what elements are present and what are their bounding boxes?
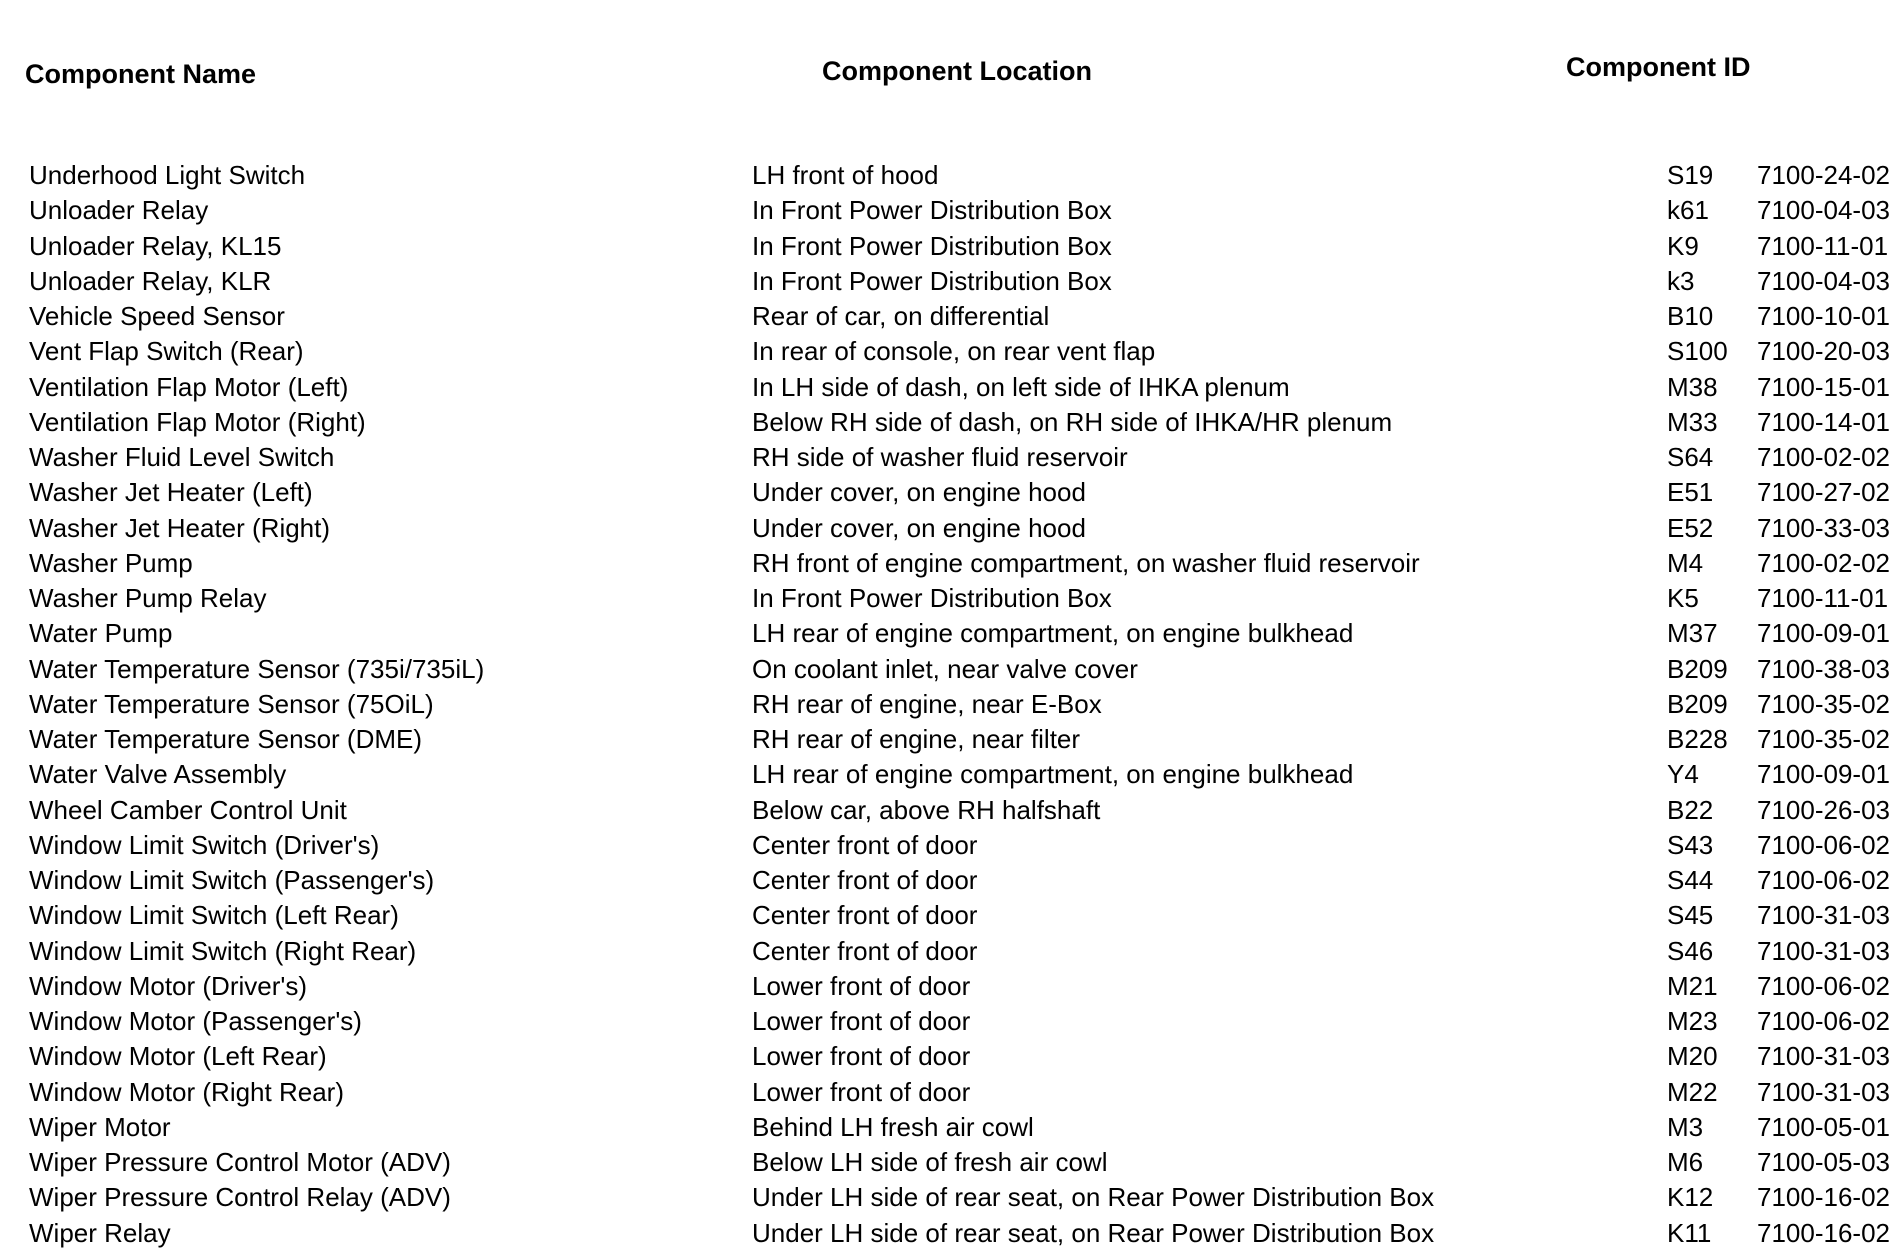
component-code-cell: M21	[1667, 970, 1718, 1001]
component-code-cell: M37	[1667, 618, 1718, 649]
component-ref-cell: 7100-33-03	[1757, 512, 1890, 543]
table-row	[0, 229, 1904, 264]
component-table-body	[0, 158, 1904, 1251]
component-name-cell: Unloader Relay, KL15	[29, 230, 282, 261]
table-row	[0, 264, 1904, 299]
table-row	[0, 546, 1904, 581]
component-location-cell: LH front of hood	[752, 160, 939, 190]
component-name-cell: Washer Fluid Level Switch	[29, 442, 335, 472]
component-name-cell: Ventilation Flap Motor (Left)	[29, 371, 349, 402]
component-ref-cell: 7100-31-03	[1757, 900, 1890, 931]
component-location-cell: In Front Power Distribution Box	[752, 583, 1112, 613]
component-location-cell: RH rear of engine, near filter	[752, 724, 1081, 754]
component-code-cell: M23	[1667, 1006, 1718, 1036]
component-location-cell: Center front of door	[752, 900, 978, 931]
component-code-cell: M20	[1667, 1041, 1718, 1072]
component-ref-cell: 7100-04-03	[1757, 195, 1890, 226]
component-code-cell: B10	[1667, 301, 1714, 331]
component-location-cell: In Front Power Distribution Box	[752, 230, 1112, 261]
component-name-cell: Wiper Motor	[29, 1111, 171, 1142]
component-name-cell: Window Limit Switch (Right Rear)	[29, 935, 417, 966]
component-code-cell: S44	[1667, 865, 1714, 895]
component-location-cell: RH rear of engine, near E-Box	[752, 688, 1102, 719]
component-code-cell: M4	[1667, 547, 1704, 578]
component-ref-cell: 7100-04-03	[1757, 265, 1890, 296]
component-name-cell: Window Motor (Left Rear)	[29, 1041, 327, 1072]
component-location-cell: In rear of console, on rear vent flap	[752, 336, 1156, 367]
component-location-cell: Behind LH fresh air cowl	[752, 1111, 1034, 1142]
component-code-cell: M33	[1667, 406, 1718, 437]
component-name-cell: Wiper Relay	[29, 1217, 171, 1248]
table-row	[0, 757, 1904, 792]
component-location-cell: Below RH side of dash, on RH side of IHKA/HR plenum	[752, 406, 1393, 437]
table-row	[0, 511, 1904, 546]
component-name-cell: Window Motor (Passenger's)	[29, 1006, 362, 1036]
component-location-cell: RH front of engine compartment, on washer fluid reservoir	[752, 547, 1420, 578]
component-code-cell: S64	[1667, 442, 1714, 472]
component-code-cell: B209	[1667, 688, 1728, 719]
component-name-cell: Wheel Camber Control Unit	[29, 794, 347, 825]
table-row	[0, 370, 1904, 405]
component-location-cell: Center front of door	[752, 829, 978, 860]
column-header-component-name: Component Name	[25, 59, 257, 89]
component-ref-cell: 7100-24-02	[1757, 160, 1890, 190]
component-ref-cell: 7100-09-01	[1757, 618, 1890, 649]
component-name-cell: Window Limit Switch (Driver's)	[29, 829, 380, 860]
component-ref-cell: 7100-05-03	[1757, 1147, 1890, 1177]
component-code-cell: K5	[1667, 583, 1699, 613]
table-row	[0, 334, 1904, 369]
table-row	[0, 581, 1904, 616]
table-row	[0, 898, 1904, 933]
table-row	[0, 158, 1904, 193]
component-name-cell: Unloader Relay	[29, 195, 209, 226]
component-code-cell: k3	[1667, 265, 1695, 296]
component-name-cell: Water Temperature Sensor (75OiL)	[29, 688, 434, 719]
component-code-cell: S19	[1667, 160, 1714, 190]
component-name-cell: Ventilation Flap Motor (Right)	[29, 406, 366, 437]
component-code-cell: B228	[1667, 724, 1728, 754]
component-location-cell: On coolant inlet, near valve cover	[752, 653, 1138, 684]
table-row	[0, 934, 1904, 969]
component-name-cell: Vent Flap Switch (Rear)	[29, 336, 304, 367]
component-location-cell: Under LH side of rear seat, on Rear Power Distribution Box	[752, 1182, 1435, 1213]
table-row	[0, 1110, 1904, 1145]
component-location-cell: Lower front of door	[752, 970, 971, 1001]
component-ref-cell: 7100-31-03	[1757, 1076, 1890, 1107]
table-row	[0, 405, 1904, 440]
table-row	[0, 440, 1904, 475]
component-location-cell: In LH side of dash, on left side of IHKA plenum	[752, 371, 1290, 402]
component-location-cell: Lower front of door	[752, 1006, 971, 1036]
table-row	[0, 652, 1904, 687]
component-ref-cell: 7100-31-03	[1757, 935, 1890, 966]
column-header-component-location: Component Location	[822, 56, 1092, 86]
component-ref-cell: 7100-16-02	[1757, 1182, 1890, 1213]
table-row	[0, 828, 1904, 863]
component-code-cell: S45	[1667, 900, 1714, 931]
table-row	[0, 1216, 1904, 1251]
component-name-cell: Wiper Pressure Control Relay (ADV)	[29, 1182, 451, 1213]
component-code-cell: S46	[1667, 935, 1714, 966]
component-ref-cell: 7100-02-02	[1757, 442, 1890, 472]
component-name-cell: Washer Pump Relay	[29, 583, 267, 613]
table-row	[0, 616, 1904, 651]
component-ref-cell: 7100-26-03	[1757, 794, 1890, 825]
component-location-cell: Under cover, on engine hood	[752, 512, 1086, 543]
component-name-cell: Window Motor (Driver's)	[29, 970, 307, 1001]
component-ref-cell: 7100-09-01	[1757, 759, 1890, 790]
component-name-cell: Washer Jet Heater (Left)	[29, 477, 313, 508]
component-code-cell: S43	[1667, 829, 1714, 860]
component-code-cell: K9	[1667, 230, 1699, 261]
component-location-cell: Center front of door	[752, 865, 978, 895]
component-name-cell: Water Temperature Sensor (DME)	[29, 724, 423, 754]
component-code-cell: Y4	[1667, 759, 1699, 790]
component-name-cell: Window Motor (Right Rear)	[29, 1076, 344, 1107]
component-code-cell: E52	[1667, 512, 1714, 543]
component-location-cell: LH rear of engine compartment, on engine bulkhead	[752, 618, 1354, 649]
table-row	[0, 687, 1904, 722]
component-ref-cell: 7100-05-01	[1757, 1111, 1890, 1142]
component-code-cell: M22	[1667, 1076, 1718, 1107]
table-row	[0, 969, 1904, 1004]
table-row	[0, 1180, 1904, 1215]
component-name-cell: Underhood Light Switch	[29, 160, 306, 190]
component-code-cell: k61	[1667, 195, 1709, 226]
component-location-cell: Under cover, on engine hood	[752, 477, 1086, 508]
component-ref-cell: 7100-06-02	[1757, 970, 1890, 1001]
component-code-cell: M6	[1667, 1147, 1704, 1177]
component-code-cell: B209	[1667, 653, 1728, 684]
component-location-cell: Lower front of door	[752, 1041, 971, 1072]
component-location-cell: Below LH side of fresh air cowl	[752, 1147, 1108, 1177]
component-name-cell: Water Pump	[29, 618, 173, 649]
table-row	[0, 722, 1904, 757]
table-row	[0, 475, 1904, 510]
component-ref-cell: 7100-38-03	[1757, 653, 1890, 684]
component-name-cell: Window Limit Switch (Left Rear)	[29, 900, 399, 931]
column-header-component-id: Component ID	[1566, 52, 1751, 82]
component-name-cell: Wiper Pressure Control Motor (ADV)	[29, 1147, 451, 1177]
component-name-cell: Window Limit Switch (Passenger's)	[29, 865, 435, 895]
component-ref-cell: 7100-15-01	[1757, 371, 1890, 402]
component-name-cell: Water Valve Assembly	[29, 759, 287, 790]
component-name-cell: Washer Jet Heater (Right)	[29, 512, 331, 543]
component-code-cell: E51	[1667, 477, 1714, 508]
component-location-cell: RH side of washer fluid reservoir	[752, 442, 1128, 472]
component-location-cell: Rear of car, on differential	[752, 301, 1050, 331]
component-name-cell: Washer Pump	[29, 547, 193, 578]
component-ref-cell: 7100-06-02	[1757, 1006, 1890, 1036]
component-name-cell: Vehicle Speed Sensor	[29, 301, 285, 331]
component-location-cell: Below car, above RH halfshaft	[752, 794, 1101, 825]
component-code-cell: M3	[1667, 1111, 1704, 1142]
component-ref-cell: 7100-27-02	[1757, 477, 1890, 508]
component-code-cell: M38	[1667, 371, 1718, 402]
component-ref-cell: 7100-02-02	[1757, 547, 1890, 578]
table-row	[0, 863, 1904, 898]
table-row	[0, 1039, 1904, 1074]
component-ref-cell: 7100-16-02	[1757, 1217, 1890, 1248]
component-ref-cell: 7100-11-01	[1757, 230, 1889, 261]
component-code-cell: K11	[1667, 1217, 1712, 1248]
component-ref-cell: 7100-10-01	[1757, 301, 1890, 331]
component-ref-cell: 7100-35-02	[1757, 724, 1890, 754]
table-row	[0, 1145, 1904, 1180]
table-row	[0, 299, 1904, 334]
component-location-cell: Center front of door	[752, 935, 978, 966]
component-location-cell: Under LH side of rear seat, on Rear Power Distribution Box	[752, 1217, 1435, 1248]
component-name-cell: Water Temperature Sensor (735i/735iL)	[29, 653, 485, 684]
component-location-cell: LH rear of engine compartment, on engine bulkhead	[752, 759, 1354, 790]
component-ref-cell: 7100-14-01	[1757, 406, 1890, 437]
component-code-cell: K12	[1667, 1182, 1714, 1213]
component-ref-cell: 7100-20-03	[1757, 336, 1890, 367]
table-row	[0, 1004, 1904, 1039]
component-ref-cell: 7100-06-02	[1757, 829, 1890, 860]
component-location-cell: In Front Power Distribution Box	[752, 195, 1112, 226]
component-location-cell: In Front Power Distribution Box	[752, 265, 1112, 296]
component-ref-cell: 7100-35-02	[1757, 688, 1890, 719]
component-code-cell: S100	[1667, 336, 1728, 367]
component-ref-cell: 7100-06-02	[1757, 865, 1890, 895]
component-name-cell: Unloader Relay, KLR	[29, 265, 272, 296]
component-ref-cell: 7100-11-01	[1757, 583, 1889, 613]
component-ref-cell: 7100-31-03	[1757, 1041, 1890, 1072]
table-row	[0, 193, 1904, 228]
table-row	[0, 1075, 1904, 1110]
component-location-cell: Lower front of door	[752, 1076, 971, 1107]
table-row	[0, 793, 1904, 828]
component-code-cell: B22	[1667, 794, 1714, 825]
